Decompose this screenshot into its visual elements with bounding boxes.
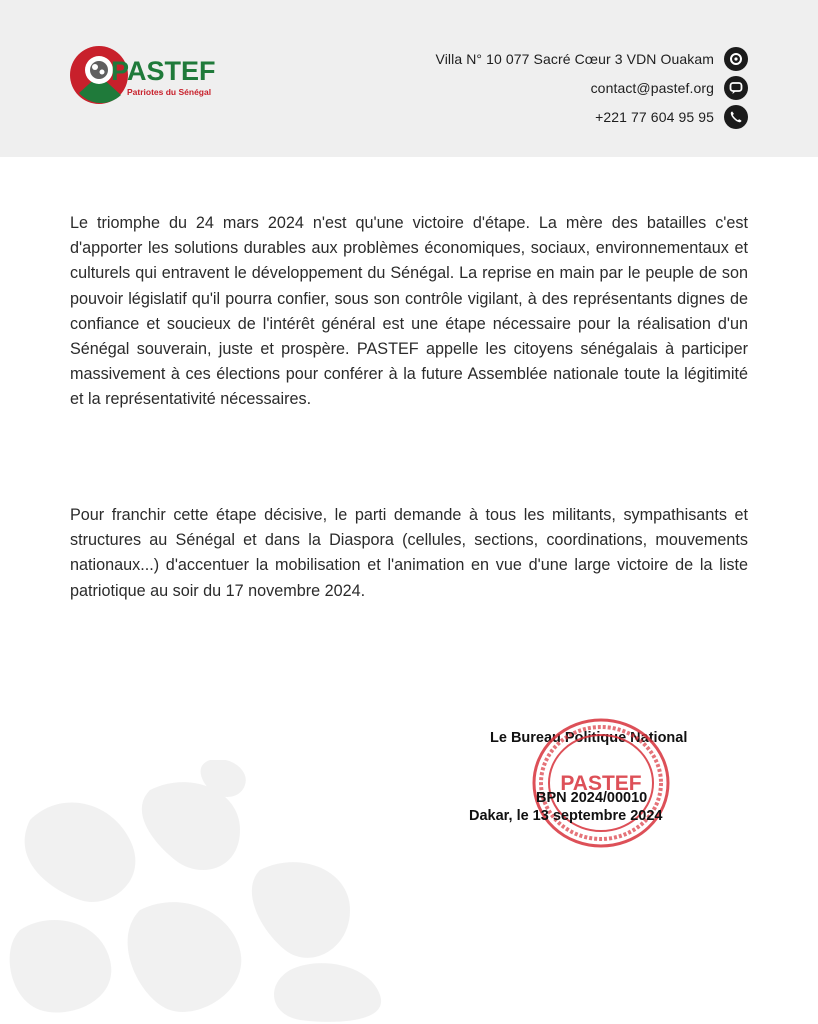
location-pin-icon [724,47,748,71]
contact-address-row [436,44,748,73]
signature-author: Le Bureau Politique National [490,730,688,746]
decorative-background-pattern [0,760,430,1024]
pastef-logo [69,45,229,105]
contact-phone[interactable]: +221 77 604 95 95 [595,108,714,125]
contact-email[interactable]: contact@pastef.org [590,79,714,96]
body-paragraph-1: Le triomphe du 24 mars 2024 n'est qu'une victoire d'étape. La mère des batailles c'est d'apporter les solutions durables aux problèmes économiques, sociaux, environnementaux et culturels qui entravent le développement du Sénégal. La reprise en main par le peuple de son pouvoir législatif qu'il pourra confier, sous son contrôle vigilant, à des représentants dignes de confiance et soucieux de l'intérêt général est une étape nécessaire pour la réalisation d'un Sénégal souverain, juste et prospère. PASTEF appelle les citoyens sénégalais à participer massivement à ces élections pour conférer à la future Assemblée nationale toute la légitimité et la représentativité nécessaires. [70,214,748,409]
stamp-text: PASTEF [560,772,642,795]
logo-tagline: Patriotes du Sénégal [127,87,212,97]
phone-icon [724,105,748,129]
logo-wordmark: PASTEF [111,56,216,86]
body-paragraph-2: Pour franchir cette étape décisive, le parti demande à tous les militants, sympathisants et structures au Sénégal et dans la Diaspora (cellules, sections, coordinations, mouvements nationaux...) d'accentuer la mobilisation et l'animation en vue d'une large victoire de la liste patriotique au soir du 17 novembre 2024. [70,506,748,600]
official-stamp [530,716,672,850]
signature-place-date: Dakar, le 13 septembre 2024 [469,808,663,824]
chat-bubble-icon [724,76,748,100]
contact-block [436,44,748,131]
contact-phone-row [436,102,748,131]
contact-email-row [436,73,748,102]
letterhead [0,0,818,157]
contact-address: Villa N° 10 077 Sacré Cœur 3 VDN Ouakam [435,50,714,67]
signature-reference: BPN 2024/00010 [536,790,648,806]
